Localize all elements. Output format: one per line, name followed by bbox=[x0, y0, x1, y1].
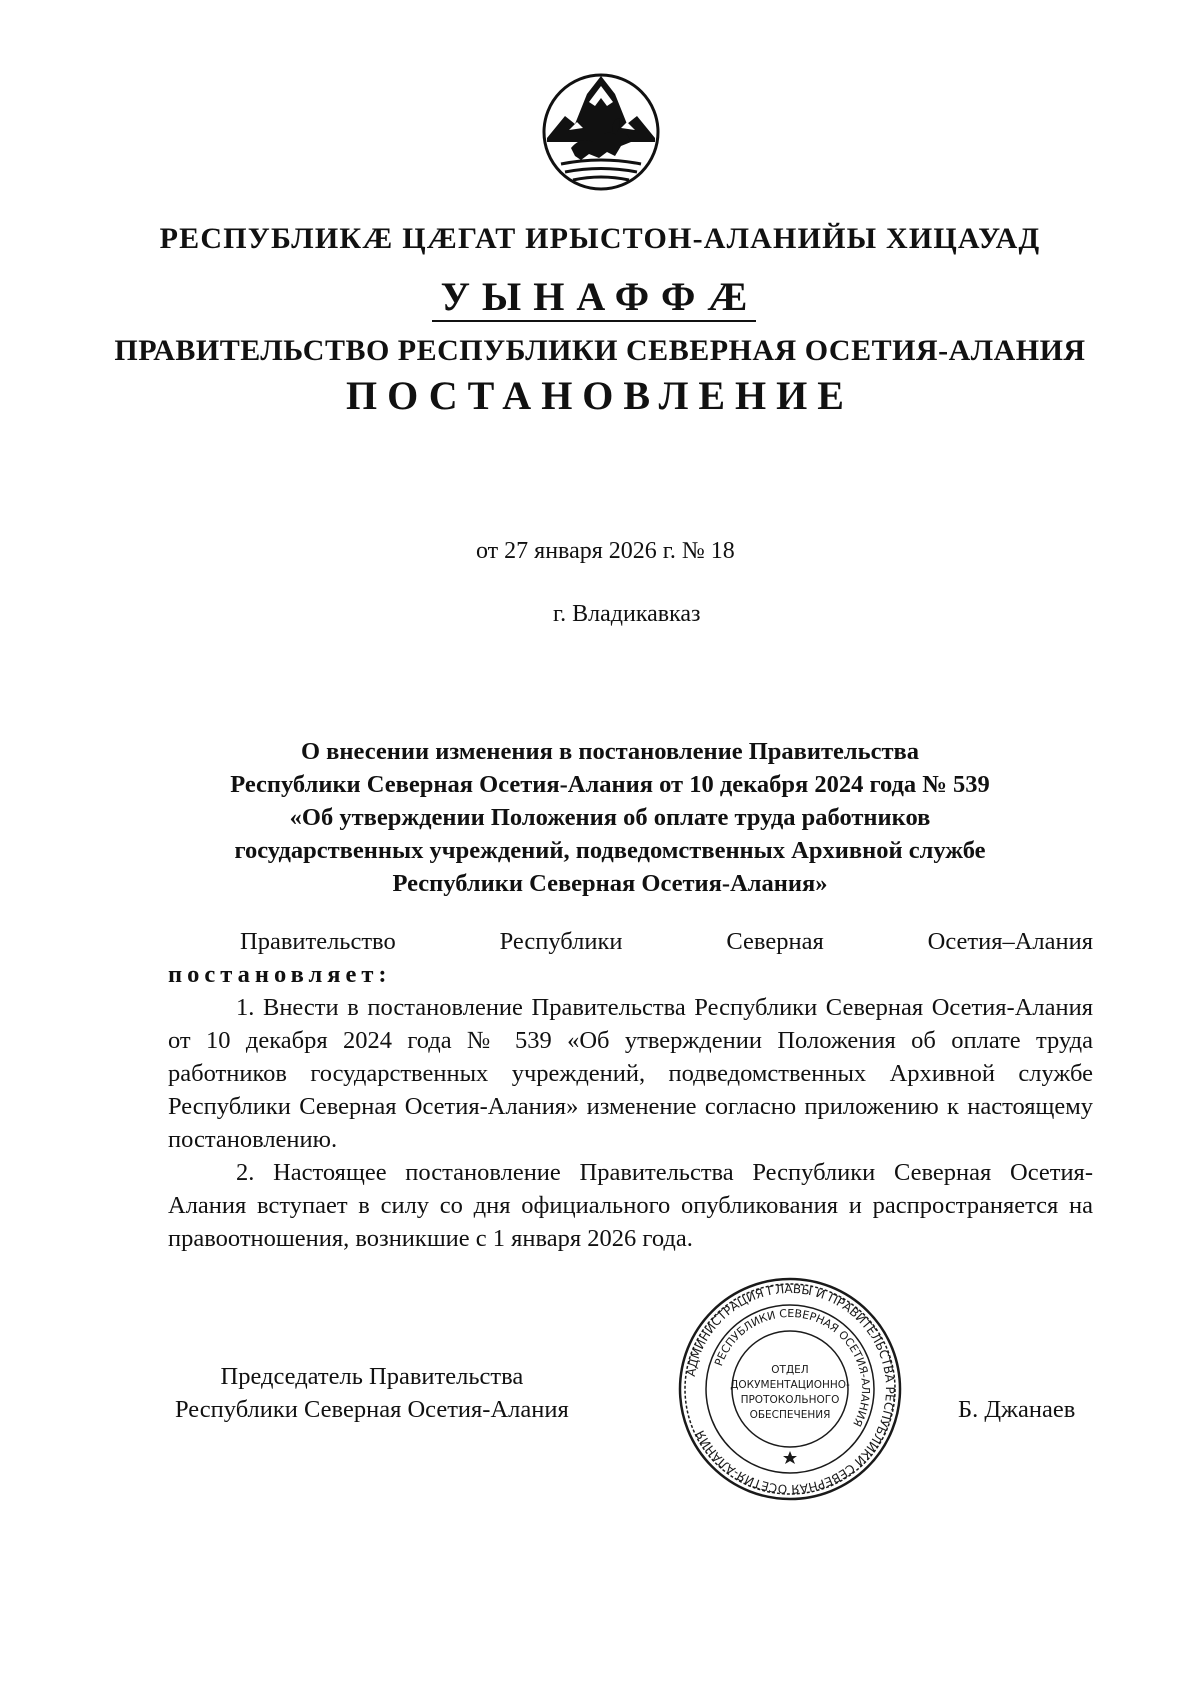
signatory-title bbox=[175, 1360, 569, 1426]
decree-date-number: от 27 января 2026 г. № 18 bbox=[476, 538, 735, 564]
stamp-inner-ring: РЕСПУБЛИКИ СЕВЕРНАЯ ОСЕТИЯ-АЛАНИЯ bbox=[712, 1306, 873, 1429]
stamp-star-icon bbox=[783, 1451, 797, 1464]
stamp-center-line: ПРОТОКОЛЬНОГО bbox=[740, 1394, 840, 1406]
signatory-title-line: Республики Северная Осетия-Алания bbox=[175, 1396, 569, 1423]
title-line: О внесении изменения в постановление Правительства bbox=[301, 738, 919, 765]
intro-text: Правительство Республики Северная Осетия–Алания bbox=[240, 928, 1093, 955]
body-intro bbox=[168, 925, 1093, 958]
stamp-center-line: ОТДЕЛ bbox=[771, 1364, 809, 1376]
title-line: государственных учреждений, подведомственных Архивной службе bbox=[234, 837, 986, 864]
ossetian-government-heading: РЕСПУБЛИКӔ ЦӔГАТ ИРЫСТОН-АЛАНИЙЫ ХИЦАУАД bbox=[159, 222, 1041, 255]
ossetian-decree-heading: УЫНАФФӔ bbox=[440, 274, 760, 319]
coat-of-arms-emblem bbox=[541, 72, 661, 192]
stamp-outer-ring: АДМИНИСТРАЦИЯ ГЛАВЫ И ПРАВИТЕЛЬСТВА РЕСПУБЛИКИ СЕВЕРНАЯ ОСЕТИЯ-АЛАНИЯ bbox=[683, 1281, 898, 1497]
title-line: Республики Северная Осетия-Алания» bbox=[392, 870, 828, 897]
stamp-center-line: ДОКУМЕНТАЦИОННО- bbox=[730, 1379, 850, 1391]
resolves-word: постановляет: bbox=[168, 961, 392, 988]
title-line: Республики Северная Осетия-Алания от 10 декабря 2024 года № 539 bbox=[230, 771, 990, 798]
signatory-title-line: Председатель Правительства bbox=[220, 1363, 524, 1390]
decree-body bbox=[168, 925, 1093, 1255]
decree-title bbox=[160, 735, 1060, 900]
header-divider bbox=[432, 320, 756, 322]
body-paragraph-2: 2. Настоящее постановление Правительства Республики Северная Осетия-Алания вступает в силу со дня официального опубликования и распространяется на правоотношения, возникшие с 1 января 2026 года. bbox=[168, 1159, 1093, 1252]
stamp-center-line: ОБЕСПЕЧЕНИЯ bbox=[749, 1409, 831, 1421]
government-heading: ПРАВИТЕЛЬСТВО РЕСПУБЛИКИ СЕВЕРНАЯ ОСЕТИЯ-АЛАНИЯ bbox=[114, 334, 1086, 367]
decree-heading: ПОСТАНОВЛЕНИЕ bbox=[346, 373, 854, 418]
official-stamp bbox=[676, 1275, 904, 1503]
signatory-name: Б. Джанаев bbox=[958, 1396, 1076, 1423]
body-intro-emphasis bbox=[168, 958, 1093, 991]
decree-city: г. Владикавказ bbox=[553, 601, 701, 627]
body-paragraph-1: 1. Внести в постановление Правительства Республики Северная Осетия-Алания от 10 декабря 2024 года № 539 «Об утверждении Положения об оплате труда работников государственных учреждений, подведомственных Архивной службе Республики Северная Осетия-Алания» изменение согласно приложению к настоящему постановлению. bbox=[168, 994, 1093, 1153]
title-line: «Об утверждении Положения об оплате труда работников bbox=[289, 804, 931, 831]
